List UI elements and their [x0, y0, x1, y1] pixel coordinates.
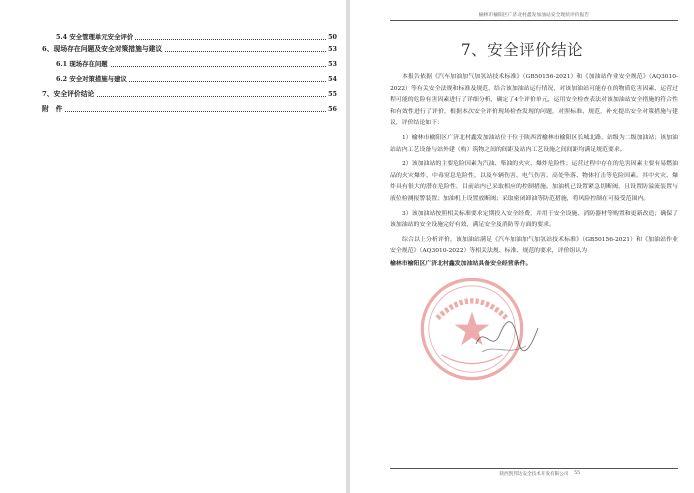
toc-entry-page: 55: [328, 90, 337, 98]
handwritten-signature: [470, 314, 542, 362]
toc-entry[interactable]: [0, 105, 346, 113]
toc-entry[interactable]: [0, 60, 346, 68]
footer-company: 陕西凯邦达安全技术开发有限公司: [499, 472, 569, 477]
paragraph-intro: 本报告依据《汽车加油加气加氢站技术标准》（GB50156-2021）和《加油站作业安全规范》（AQ3010-2022）等有关安全法规和标准及规范，结合该加油站运行情况，对该加油站可能存在的物质危害因素、运营过程可能的危险有害因素进行了详细分析，确定了4个评价单元，运用安全检查表法对该加油站安全措施的符合性和有效性进行了评价，根据本次安全评价现场检查发现的问题，对照标准、规范，补充提出安全对策措施与建议，评价结论如下：: [390, 74, 678, 127]
toc-entry-page: 50: [328, 33, 337, 41]
toc-entry-page: 53: [328, 60, 337, 68]
toc-entry[interactable]: [0, 90, 346, 98]
toc-entry-page: 54: [328, 75, 337, 83]
paragraph-summary: 综合以上分析评价，该加油站满足《汽车加油加气加氢站技术标准》（GB50156-2021）和《加油站作业安全规范》（AQ3010-2022）等相关法规、标准、规范的要求，评价组认为: [390, 236, 678, 255]
running-header: 榆林市榆阳区广济北村鑫发加油站安全现状评价报告: [390, 11, 678, 21]
page-footer: [390, 468, 678, 477]
toc-entry-label: 6、现场存在问题及安全对策措施与建议: [42, 45, 163, 53]
toc-entry-label: 6.2 安全对策措施与建议: [56, 75, 127, 83]
toc-leader-dots: [42, 110, 330, 112]
conclusion-statement: 榆林市榆阳区广济北村鑫发加油站具备安全经营条件。: [390, 259, 532, 267]
toc-entry[interactable]: [0, 75, 346, 83]
toc-entry[interactable]: [0, 45, 346, 53]
toc-entry[interactable]: [0, 33, 346, 41]
body-text: [390, 72, 678, 270]
right-page-conclusion: [350, 0, 694, 493]
paragraph-item-1: 1）榆林市榆阳区广济北村鑫发加油站位于位于陕西省榆林市榆阳区长城北路，站级为二级加油站；该加油站站内工艺设备与站外建（构）筑物之间的间距及站内工艺设施之间间距均满足规范要求。: [390, 134, 678, 153]
toc-entry-label: 5.4 安全管理单元安全评价: [56, 33, 134, 41]
section-title: 7、安全评价结论: [460, 41, 584, 59]
toc-entry-label: 附 件: [42, 105, 63, 113]
toc-entry-label: 6.1 现场存在问题: [56, 60, 108, 68]
paragraph-item-3: 3）该加油站按照相关标准要求定期投入安全经费，并用于安全设施、消防器材等购置和更新改造；确保了该加油站的安全设施完好有效，满足安全及消防等方面的要求。: [390, 210, 678, 229]
footer-page-number: 55: [574, 471, 580, 476]
left-page-toc: [0, 0, 346, 493]
toc-entry-page: 56: [328, 105, 337, 113]
paragraph-item-2: 2）该加油站的主要危险因素为汽油、柴油的火灾、爆炸危险性；运营过程中存在的危害因素主要有易燃油品的火灾爆炸、中毒窒息危险性，以及车辆伤害、电气伤害、高处坠落、物体打击等危险因素。其中火灾、爆炸具有很大的潜在危险性，目前站内已采取相应的控制措施。加油机已设置紧急切断阀，且设置防溢流装置与液位检测报警装置；加油机上设置放断阀；采取密闭卸油等防范措施，将风险控制在可接受范围内。: [390, 161, 678, 202]
toc-entry-label: 7、安全评价结论: [42, 90, 95, 98]
toc-entry-page: 53: [328, 45, 337, 53]
